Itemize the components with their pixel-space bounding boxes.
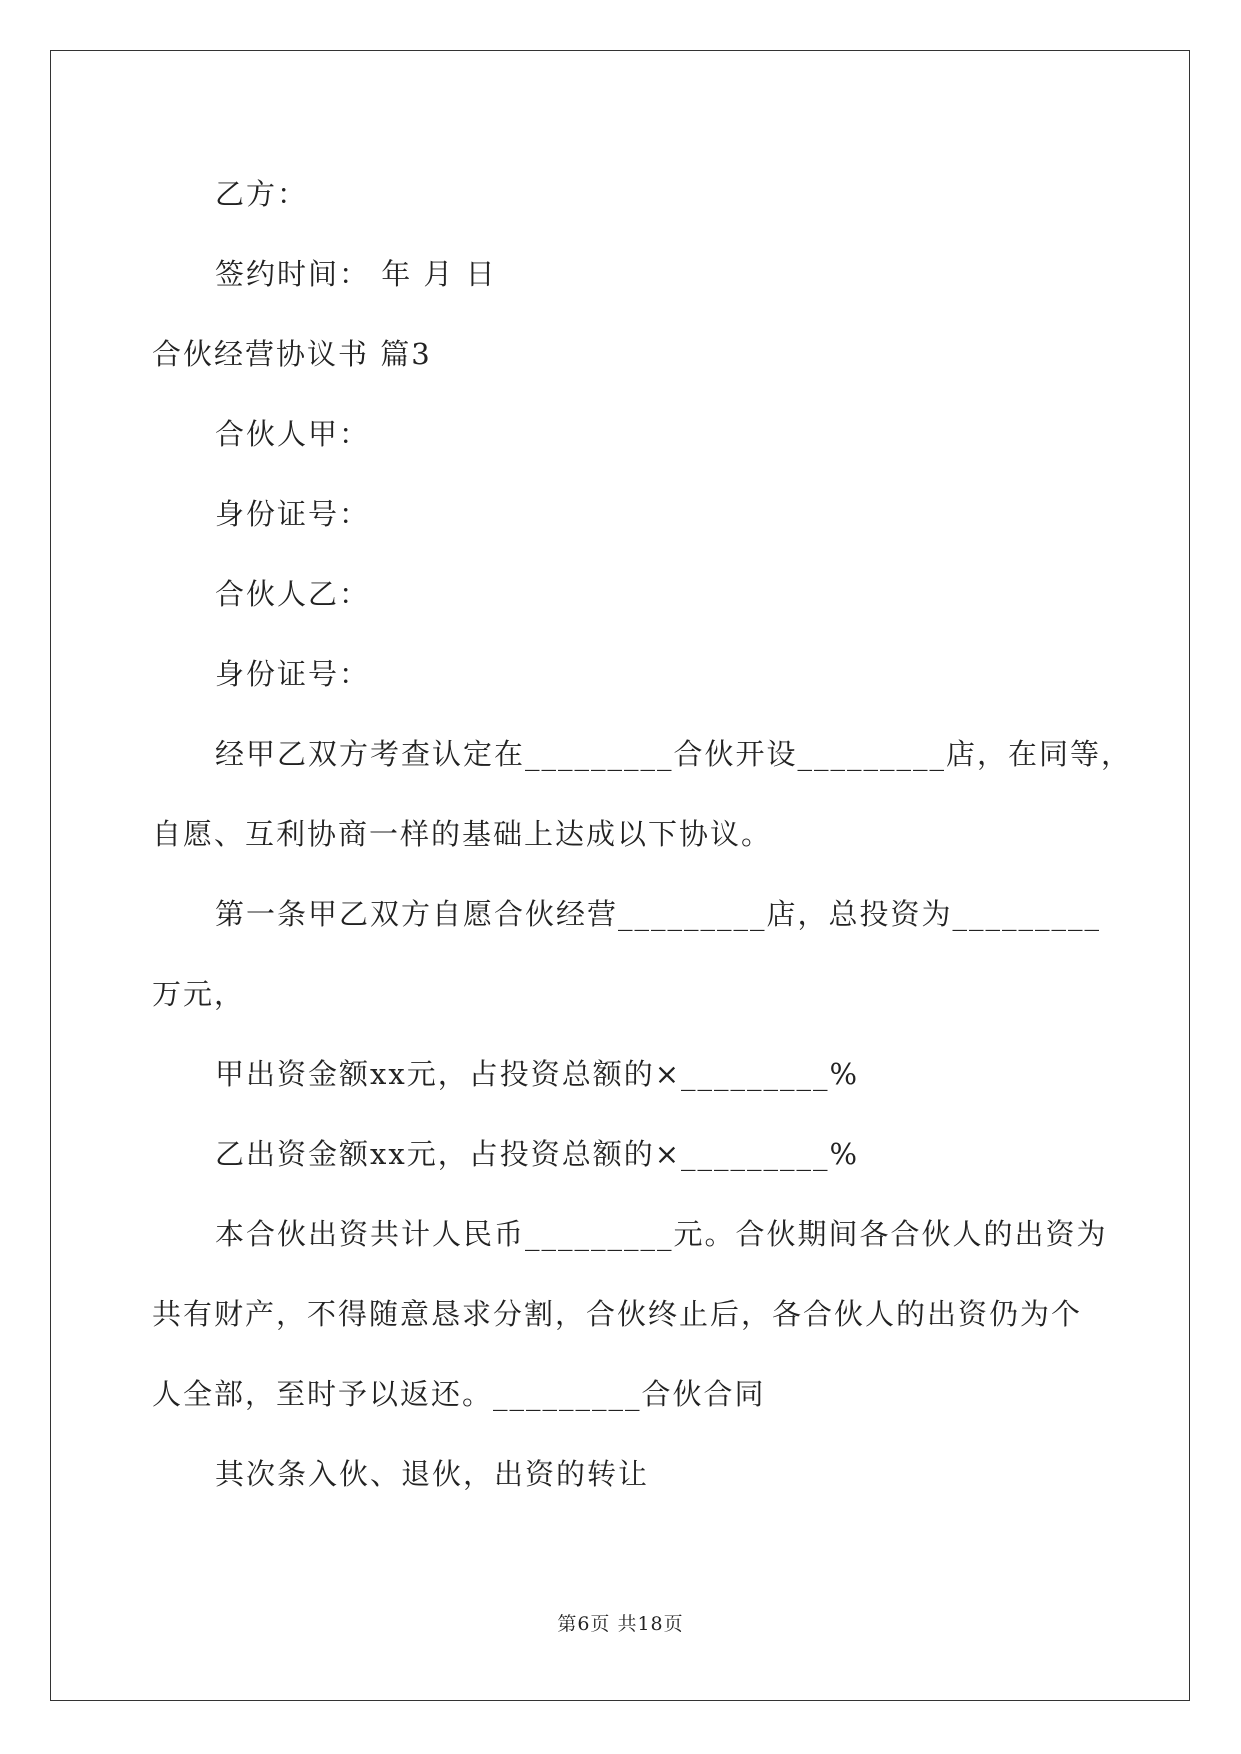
paragraph-intro-line-1: 经甲乙双方考查认定在_________合伙开设_________店，在同等， — [215, 737, 1133, 771]
capital-paragraph-line-1: 本合伙出资共计人民币_________元。合伙期间各合伙人的出资为 — [215, 1217, 1108, 1251]
article-1-line-2: 万元， — [152, 977, 246, 1011]
capital-paragraph-line-2: 共有财产，不得随意恳求分割，合伙终止后，各合伙人的出资仍为个 — [152, 1297, 1083, 1331]
article-1-line-1: 第一条甲乙双方自愿合伙经营_________店，总投资为_________ — [215, 897, 1102, 931]
party-b-label: 乙方： — [215, 177, 309, 211]
party-b-contribution: 乙出资金额xx元，占投资总额的×_________% — [215, 1137, 860, 1171]
page-border — [50, 50, 1190, 1701]
partner-b-id-label: 身份证号： — [215, 657, 371, 691]
partner-b-label: 合伙人乙： — [215, 577, 371, 611]
partner-a-label: 合伙人甲： — [215, 417, 371, 451]
signing-date-line: 签约时间： 年 月 日 — [215, 257, 497, 291]
paragraph-intro-line-2: 自愿、互利协商一样的基础上达成以下协议。 — [152, 817, 773, 851]
page-number-footer: 第6页 共18页 — [557, 1613, 684, 1635]
article-2-heading: 其次条入伙、退伙，出资的转让 — [215, 1457, 650, 1491]
capital-paragraph-line-3: 人全部，至时予以返还。_________合伙合同 — [152, 1377, 766, 1411]
partner-a-id-label: 身份证号： — [215, 497, 371, 531]
section-heading: 合伙经营协议书 篇3 — [152, 337, 432, 371]
party-a-contribution: 甲出资金额xx元，占投资总额的×_________% — [215, 1057, 860, 1091]
